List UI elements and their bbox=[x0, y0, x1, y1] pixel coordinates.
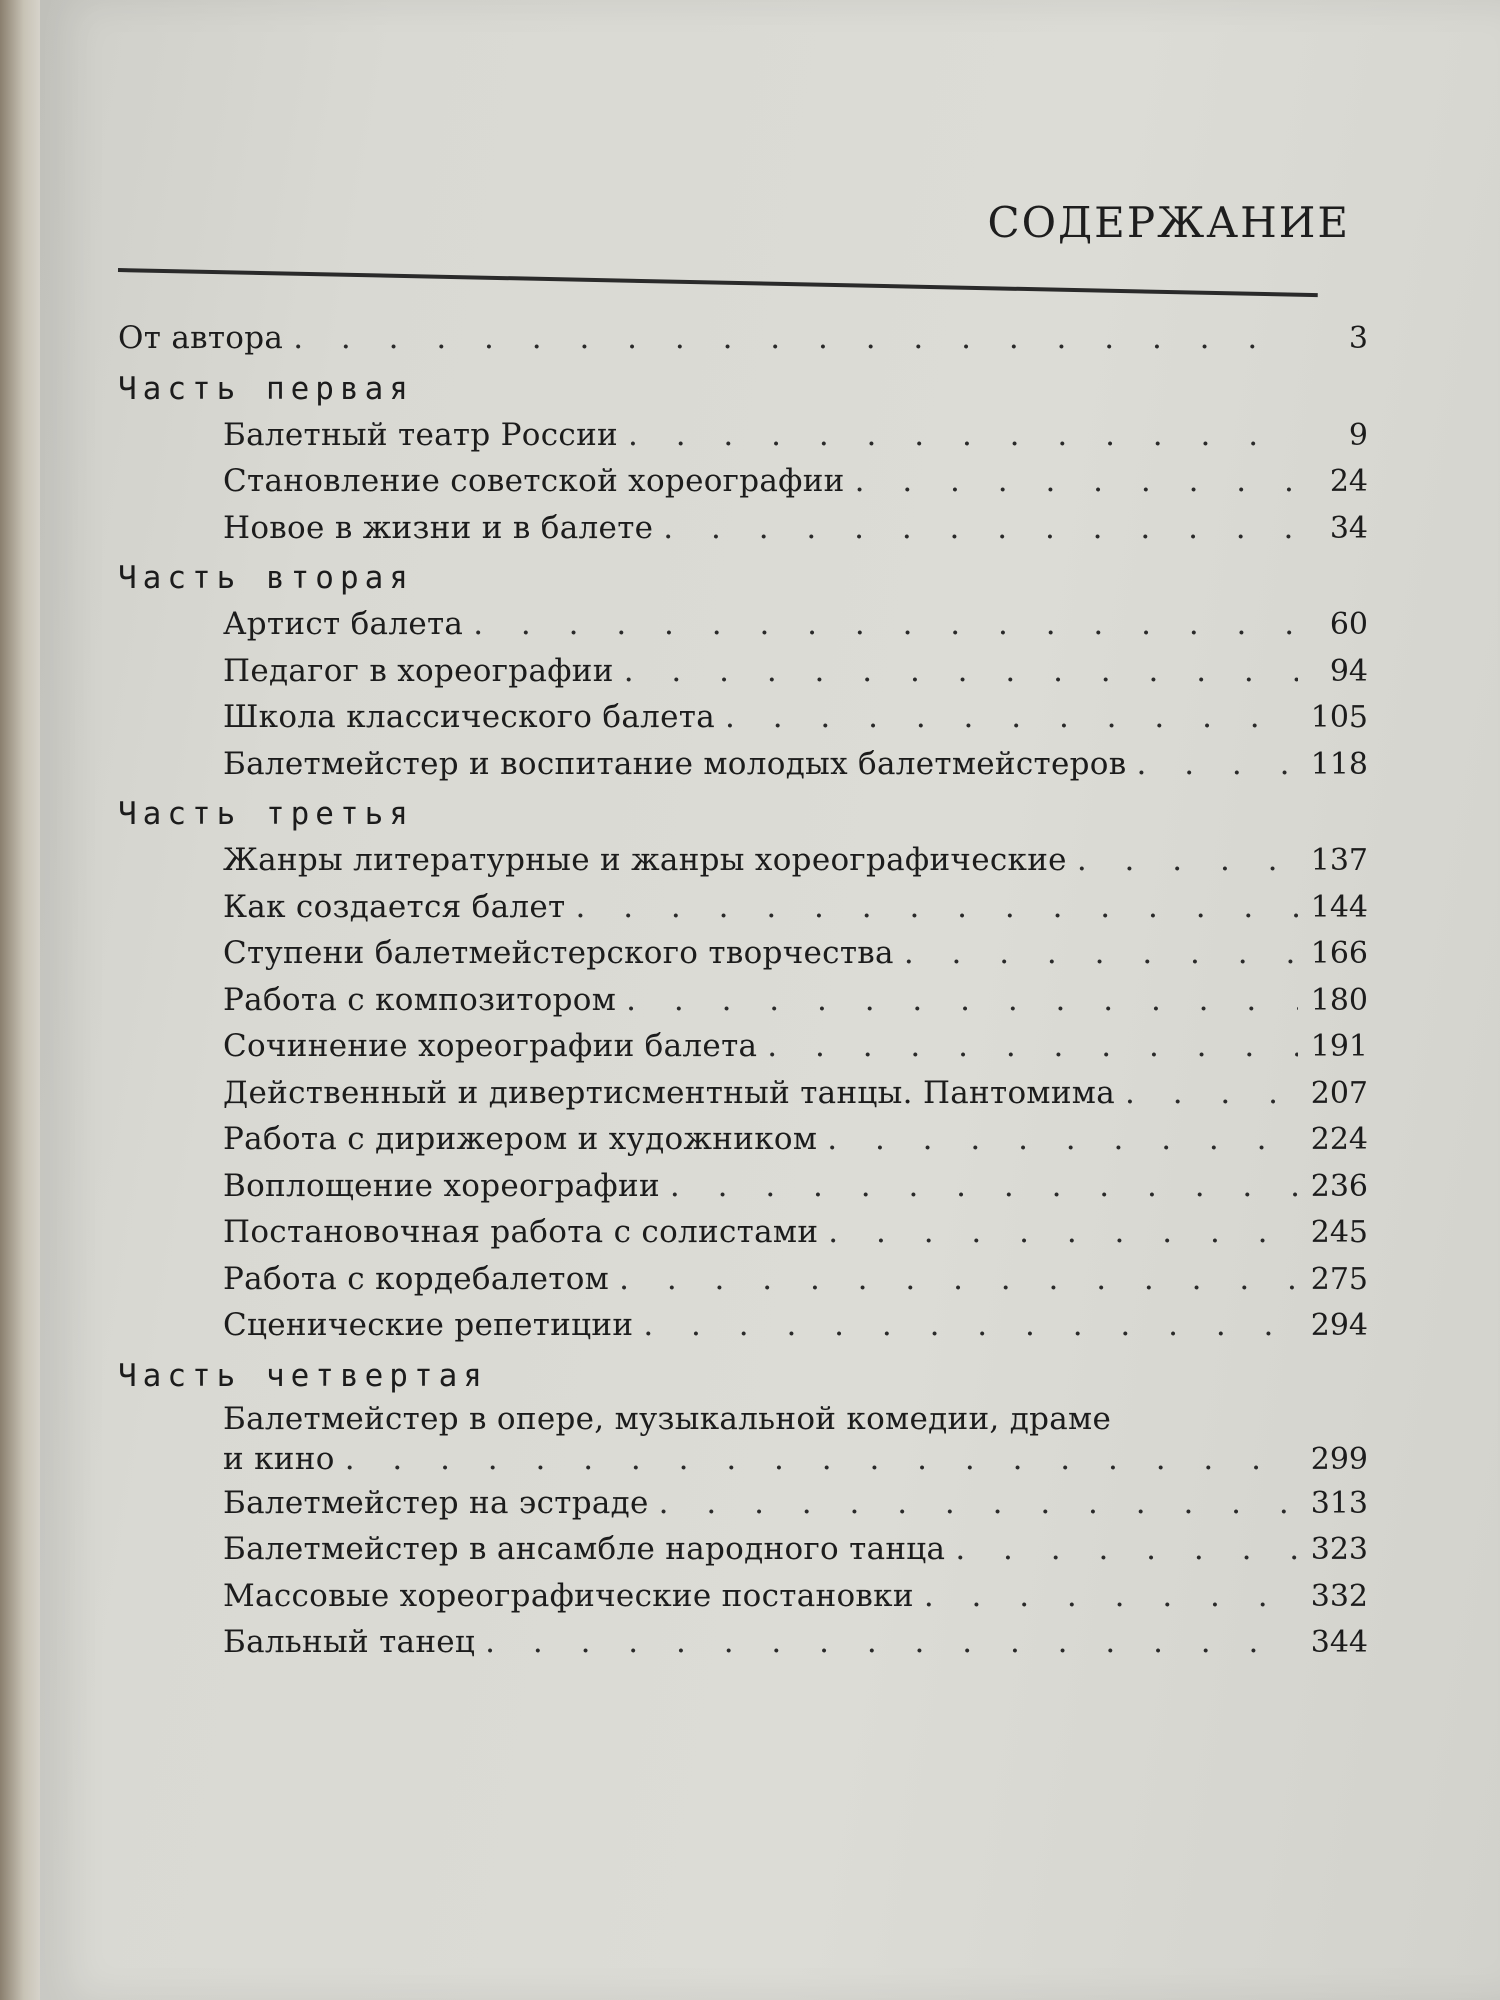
toc-entry bbox=[118, 505, 1388, 552]
toc-entry bbox=[118, 1573, 1388, 1620]
leader-dots bbox=[725, 694, 1298, 741]
entry-page-number: 332 bbox=[1310, 1578, 1368, 1614]
leader-dots bbox=[924, 1573, 1298, 1620]
entry-page-number: 166 bbox=[1310, 936, 1368, 971]
entry-title: Бальный танец bbox=[223, 1624, 476, 1660]
entry-title: Становление советской хореографии bbox=[223, 463, 845, 499]
part-heading: Часть вторая bbox=[118, 560, 414, 596]
toc-entry bbox=[118, 601, 1388, 648]
entry-title: Школа классического балета bbox=[223, 699, 715, 735]
toc-entry bbox=[118, 1619, 1388, 1666]
leader-dots bbox=[628, 412, 1298, 459]
entry-title: Балетный театр России bbox=[223, 416, 618, 453]
entry-page-number: 137 bbox=[1310, 843, 1368, 878]
toc-entry bbox=[118, 1480, 1388, 1527]
book-page bbox=[40, 0, 1500, 2000]
entry-page-number: 299 bbox=[1310, 1441, 1368, 1477]
leader-dots bbox=[293, 315, 1298, 362]
entry-title: Как создается балет bbox=[223, 888, 566, 925]
leader-dots bbox=[663, 505, 1298, 552]
leader-dots bbox=[1077, 837, 1298, 884]
entry-title: Балетмейстер в опере, музыкальной комедии, драме bbox=[223, 1400, 1112, 1437]
leader-dots bbox=[643, 1302, 1298, 1349]
leader-dots bbox=[670, 1163, 1298, 1210]
entry-title: Работа с кордебалетом bbox=[223, 1260, 610, 1297]
part-heading: Часть четвертая bbox=[118, 1357, 488, 1394]
entry-page-number: 24 bbox=[1329, 464, 1368, 499]
heading-rule bbox=[118, 268, 1318, 297]
leader-dots bbox=[485, 1619, 1298, 1666]
toc-entry bbox=[118, 1209, 1388, 1256]
part-heading: Часть третья bbox=[118, 796, 414, 832]
entry-page-number: 118 bbox=[1310, 746, 1368, 782]
entry-page-number: 180 bbox=[1310, 982, 1368, 1018]
entry-page-number: 3 bbox=[1348, 321, 1368, 356]
table-of-contents bbox=[118, 315, 1388, 1666]
leader-dots bbox=[767, 1023, 1298, 1070]
entry-title: Воплощение хореографии bbox=[223, 1167, 660, 1204]
toc-entry-line bbox=[223, 1439, 1368, 1480]
entry-title: Новое в жизни и в балете bbox=[223, 509, 654, 546]
entry-title: Массовые хореографические постановки bbox=[223, 1577, 914, 1614]
entry-title: Жанры литературные и жанры хореографические bbox=[223, 842, 1067, 878]
entry-page-number: 224 bbox=[1310, 1122, 1368, 1157]
entry-title: Сценические репетиции bbox=[223, 1307, 634, 1343]
leader-dots bbox=[827, 1116, 1298, 1163]
entry-page-number: 236 bbox=[1310, 1168, 1368, 1204]
entry-title: От автора bbox=[118, 320, 284, 356]
entry-title: Педагог в хореографии bbox=[223, 652, 614, 689]
entry-title: Балетмейстер и воспитание молодых балетмейстеров bbox=[223, 745, 1127, 782]
entry-page-number: 207 bbox=[1310, 1075, 1368, 1111]
toc-entry bbox=[118, 837, 1388, 884]
entry-title: Балетмейстер на эстраде bbox=[223, 1484, 649, 1521]
toc-entry bbox=[118, 884, 1388, 931]
toc-entry bbox=[118, 412, 1388, 459]
leader-dots bbox=[345, 1439, 1298, 1479]
leader-dots bbox=[1137, 741, 1299, 788]
toc-entry bbox=[118, 458, 1388, 505]
entry-page-number: 60 bbox=[1329, 607, 1368, 642]
leader-dots bbox=[955, 1526, 1298, 1573]
entry-page-number: 105 bbox=[1310, 700, 1368, 735]
entry-page-number: 34 bbox=[1329, 510, 1368, 546]
entry-title: Балетмейстер в ансамбле народного танца bbox=[223, 1531, 946, 1567]
toc-entry bbox=[118, 1116, 1388, 1163]
toc-entry bbox=[118, 1163, 1388, 1210]
entry-page-number: 245 bbox=[1310, 1215, 1368, 1250]
leader-dots bbox=[624, 648, 1298, 695]
leader-dots bbox=[659, 1480, 1298, 1527]
entry-page-number: 191 bbox=[1310, 1029, 1368, 1064]
entry-page-number: 275 bbox=[1310, 1261, 1368, 1297]
leader-dots bbox=[1125, 1070, 1298, 1117]
entry-page-number: 323 bbox=[1310, 1532, 1368, 1567]
entry-page-number: 313 bbox=[1310, 1485, 1368, 1521]
toc-entry bbox=[118, 741, 1388, 788]
toc-entry bbox=[118, 1399, 1388, 1480]
toc-entry bbox=[118, 1256, 1388, 1303]
entry-title: Артист балета bbox=[223, 606, 464, 642]
entry-page-number: 344 bbox=[1310, 1625, 1368, 1660]
toc-entry bbox=[118, 694, 1388, 741]
leader-dots bbox=[626, 977, 1298, 1024]
leader-dots bbox=[619, 1256, 1298, 1303]
entry-title: Постановочная работа с солистами bbox=[223, 1214, 819, 1250]
toc-entry bbox=[118, 648, 1388, 695]
entry-title: Работа с дирижером и художником bbox=[223, 1121, 818, 1157]
toc-entry bbox=[118, 1302, 1388, 1349]
entry-page-number: 144 bbox=[1310, 889, 1368, 925]
entry-page-number: 9 bbox=[1348, 417, 1368, 453]
entry-page-number: 94 bbox=[1329, 653, 1368, 689]
toc-entry bbox=[118, 1526, 1388, 1573]
leader-dots bbox=[576, 884, 1298, 931]
leader-dots bbox=[473, 601, 1298, 648]
toc-entry bbox=[118, 315, 1388, 362]
toc-entry bbox=[118, 930, 1388, 977]
entry-title: Ступени балетмейстерского творчества bbox=[223, 935, 894, 971]
leader-dots bbox=[828, 1209, 1298, 1256]
entry-title-continued: и кино bbox=[223, 1440, 335, 1477]
entry-title: Сочинение хореографии балета bbox=[223, 1028, 758, 1064]
leader-dots bbox=[904, 930, 1298, 977]
entry-title: Действенный и дивертисментный танцы. Пантомима bbox=[223, 1074, 1116, 1111]
toc-entry-line bbox=[223, 1399, 1368, 1439]
toc-entry bbox=[118, 1023, 1388, 1070]
entry-page-number: 294 bbox=[1310, 1308, 1368, 1343]
leader-dots bbox=[855, 458, 1298, 505]
toc-entry bbox=[118, 977, 1388, 1024]
entry-title: Работа с композитором bbox=[223, 981, 617, 1018]
page-edge bbox=[0, 0, 40, 2000]
part-heading: Часть первая bbox=[118, 370, 414, 407]
page-title: СОДЕРЖАНИЕ bbox=[987, 198, 1350, 247]
toc-entry bbox=[118, 1070, 1388, 1117]
